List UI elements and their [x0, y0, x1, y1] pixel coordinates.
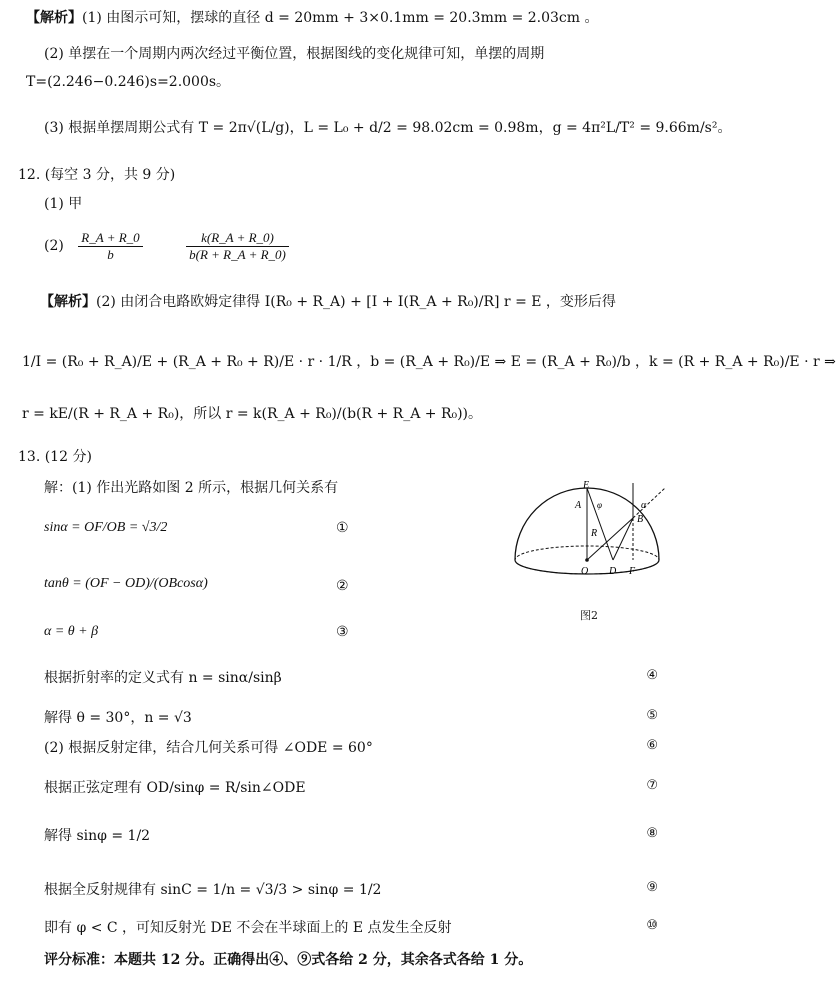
q13-eq1: sinα = OF/OB = √3/2 [44, 520, 168, 535]
q12-jiexi-line3: r = kE/(R + R_A + R₀)，所以 r = k(R_A + R₀)/(b(R + R_A + R₀))。 [22, 406, 483, 422]
label-o: O [581, 566, 589, 577]
hemisphere-figure [505, 478, 675, 608]
point-o [585, 558, 589, 562]
q13-eq6: (2) 根据反射定律，结合几何关系可得 ∠ODE = 60° [44, 740, 373, 756]
q12-jiexi-text-1: (2) 由闭合电路欧姆定律得 I(R₀ + R_A) + [I + I(R_A + R₀)/R] r = E ，变形后得 [96, 294, 616, 310]
mark-4: ④ [646, 668, 658, 683]
label-a: A [575, 500, 582, 511]
q12-answer-2 [44, 226, 292, 266]
q13-eq9: 根据全反射规律有 sinC = 1/n = √3/3 > sinφ = 1/2 [44, 882, 382, 898]
q13-eq8: 解得 sinφ = 1/2 [44, 828, 151, 844]
label-b: B [637, 514, 644, 525]
label-r: R [591, 528, 598, 539]
label-alpha: α [641, 500, 647, 511]
q13-eq10: 即有 φ < C ，可知反射光 DE 不会在半球面上的 E 点发生全反射 [44, 920, 452, 936]
q13-eq5: 解得 θ = 30°，n = √3 [44, 710, 192, 726]
ray-de [587, 488, 613, 560]
fraction-1-denominator: b [107, 246, 114, 262]
label-f: F [629, 566, 636, 577]
mark-10: ⑩ [646, 918, 658, 933]
q11-part2-line1: (2) 单摆在一个周期内两次经过平衡位置，根据图线的变化规律可知，单摆的周期 [44, 46, 545, 62]
q13-eq2: tanθ = (OF − OD)/(OBcosα) [44, 576, 208, 591]
q12-jiexi-line2: 1/I = (R₀ + R_A)/E + (R_A + R₀ + R)/E · r · 1/R ，b = (R_A + R₀)/E ⇒ E = (R_A + R₀)/b ，k = (R + R_A + R₀)/E · r ⇒ [22, 354, 836, 370]
q11-part1 [26, 8, 599, 28]
fraction-2-denominator: b(R + R_A + R_0) [189, 246, 286, 262]
fraction-2-numerator: k(R_A + R_0) [186, 230, 289, 247]
q13-eq3: α = θ + β [44, 624, 99, 639]
fraction-1 [78, 230, 142, 263]
q11-part2-line2: T=(2.246−0.246)s=2.000s。 [26, 74, 231, 90]
label-phi: φ [597, 500, 602, 510]
jiexi-label: 【解析】 [26, 10, 82, 26]
q13-eq7: 根据正弦定理有 OD/sinφ = R/sin∠ODE [44, 780, 306, 796]
mark-5: ⑤ [646, 708, 658, 723]
mark-3: ③ [336, 624, 349, 640]
mark-6: ⑥ [646, 738, 658, 753]
q12-jiexi-line1 [40, 292, 616, 312]
mark-9: ⑨ [646, 880, 658, 895]
mark-2: ② [336, 578, 349, 594]
q12-header: 12. (每空 3 分，共 9 分) [18, 167, 176, 183]
q13-intro: 解：(1) 作出光路如图 2 所示，根据几何关系有 [44, 480, 339, 496]
label-e: E [583, 480, 590, 491]
q13-eq4: 根据折射率的定义式有 n = sinα/sinβ [44, 670, 282, 686]
fraction-1-numerator: R_A + R_0 [78, 230, 142, 247]
mark-7: ⑦ [646, 778, 658, 793]
q12-answer-1: (1) 甲 [44, 196, 83, 212]
q13-header: 13. (12 分) [18, 449, 92, 465]
label-d: D [609, 566, 617, 577]
scoring-standard: 评分标准：本题共 12 分。正确得出④、⑨式各给 2 分，其余各式各给 1 分。 [44, 952, 533, 968]
mark-1: ① [336, 520, 349, 536]
jiexi-label-2: 【解析】 [40, 294, 96, 310]
q11-part3: (3) 根据单摆周期公式有 T = 2π√(L/g)，L = L₀ + d/2 = 98.02cm = 0.98m，g = 4π²L/T² = 9.66m/s²。 [44, 120, 732, 136]
q12-answer-2-label: (2) [44, 238, 64, 254]
figure-caption: 图2 [580, 609, 598, 622]
ray-bd [613, 518, 633, 560]
mark-8: ⑧ [646, 826, 658, 841]
radius-ob [587, 518, 633, 560]
q11-part1-text: (1) 由图示可知，摆球的直径 d = 20mm + 3×0.1mm = 20.3mm = 2.03cm 。 [82, 10, 599, 26]
fraction-2 [186, 230, 289, 263]
